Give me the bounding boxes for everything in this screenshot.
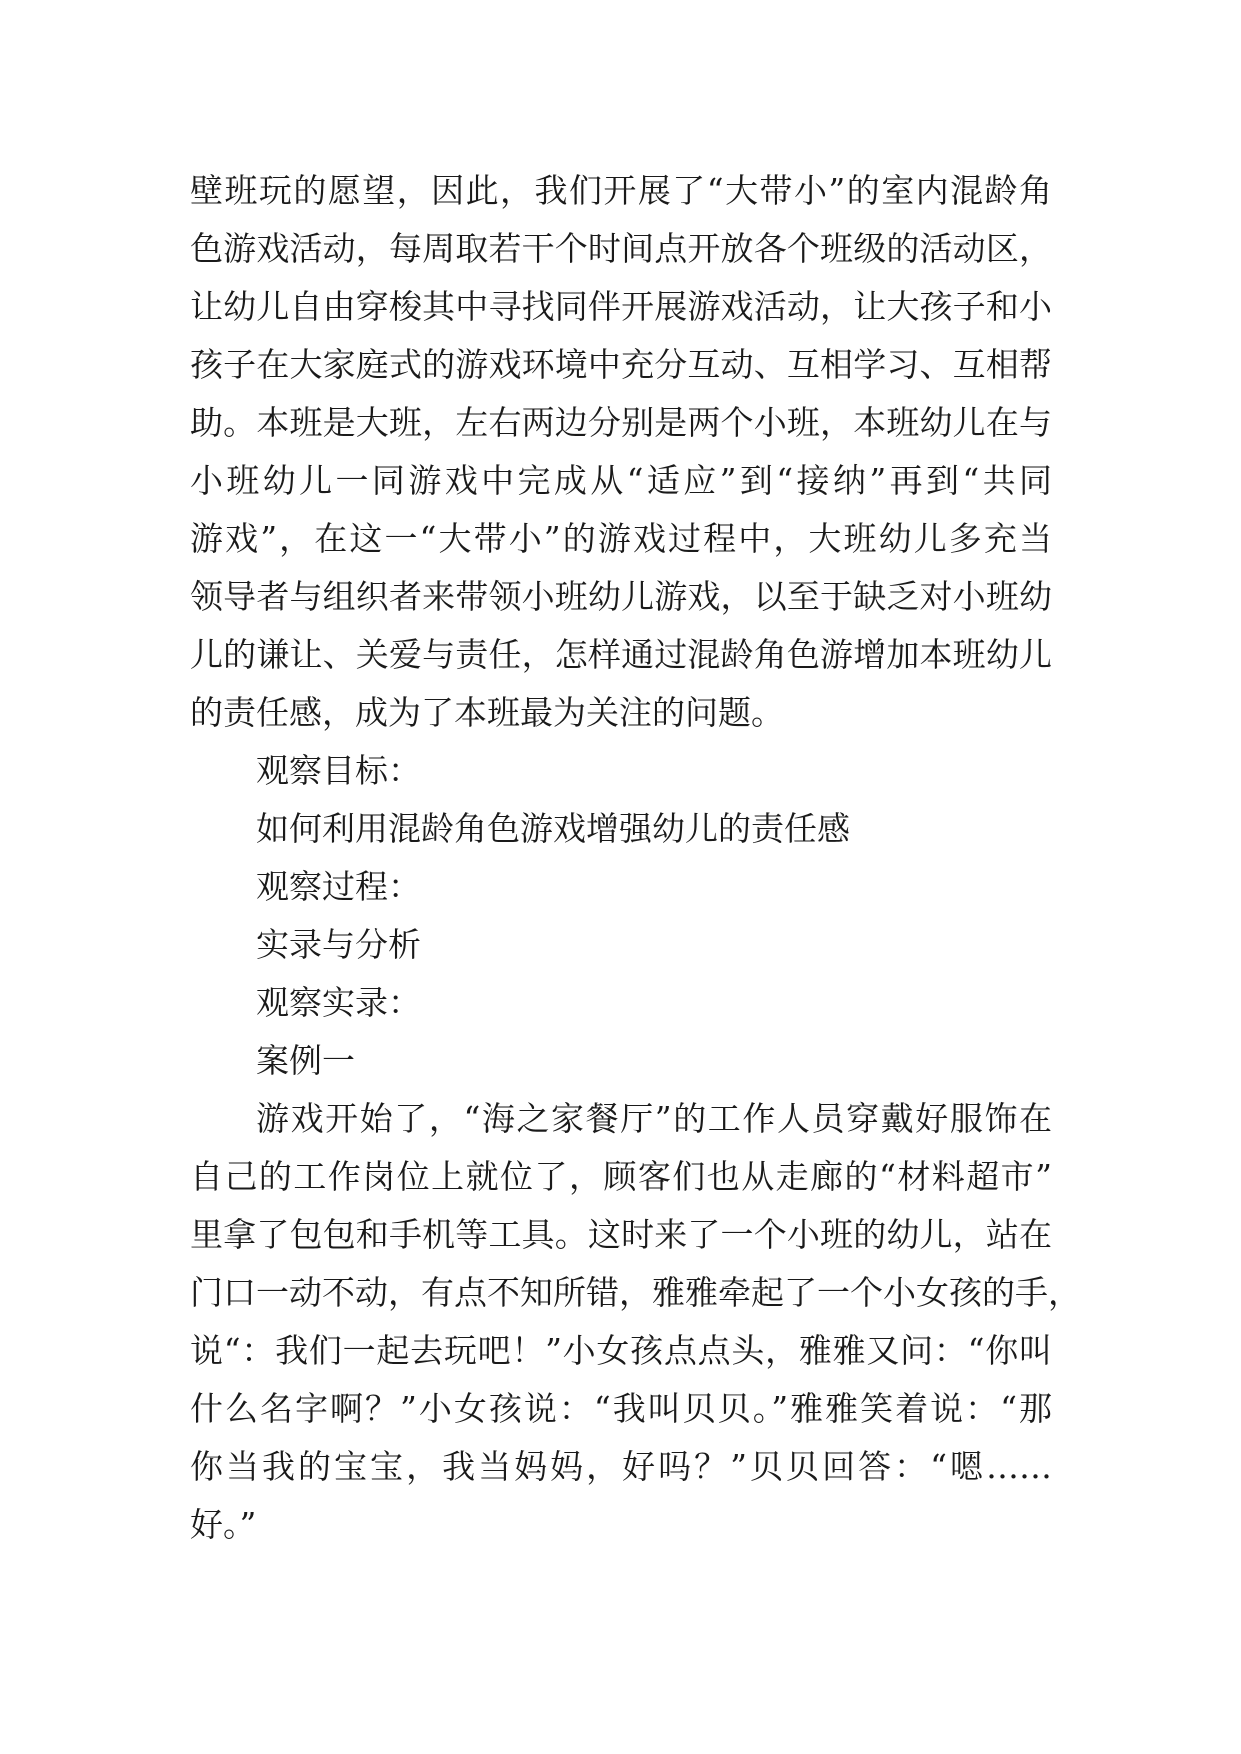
text-line: 孩子在大家庭式的游戏环境中充分互动、互相学习、互相帮 <box>190 345 1052 384</box>
text-line: 门口一动不动，有点不知所错，雅雅牵起了一个小女孩的手， <box>190 1273 1081 1312</box>
section-heading: 观察目标： <box>256 751 421 790</box>
document-body <box>190 162 1081 1554</box>
text-line: 让幼儿自由穿梭其中寻找同伴开展游戏活动，让大孩子和小 <box>190 287 1052 326</box>
text-line: 小班幼儿一同游戏中完成从“适应”到“接纳”再到“共同 <box>190 461 1052 500</box>
text-line: 自己的工作岗位上就位了，顾客们也从走廊的“材料超市” <box>190 1157 1052 1196</box>
text-line: 儿的谦让、关爱与责任，怎样通过混龄角色游增加本班幼儿 <box>190 635 1052 674</box>
text-line: 游戏”，在这一“大带小”的游戏过程中，大班幼儿多充当 <box>190 519 1052 558</box>
section-heading: 案例一 <box>256 1041 355 1080</box>
text-line: 色游戏活动，每周取若干个时间点开放各个班级的活动区， <box>190 229 1052 268</box>
text-line: 游戏开始了，“海之家餐厅”的工作人员穿戴好服饰在 <box>256 1099 1052 1138</box>
section-heading: 观察实录： <box>256 983 421 1022</box>
text-line: 助。本班是大班，左右两边分别是两个小班，本班幼儿在与 <box>190 403 1052 442</box>
text-line: 里拿了包包和手机等工具。这时来了一个小班的幼儿，站在 <box>190 1215 1052 1254</box>
text-line: 如何利用混龄角色游戏增强幼儿的责任感 <box>256 809 850 848</box>
text-line: 的责任感，成为了本班最为关注的问题。 <box>190 693 784 732</box>
section-heading: 实录与分析 <box>256 925 421 964</box>
text-line: 什么名字啊？”小女孩说：“我叫贝贝。”雅雅笑着说：“那 <box>190 1389 1052 1428</box>
text-line: 好。” <box>190 1505 257 1544</box>
text-line: 说“：我们一起去玩吧！”小女孩点点头，雅雅又问：“你叫 <box>190 1331 1052 1370</box>
text-line: 壁班玩的愿望，因此，我们开展了“大带小”的室内混龄角 <box>190 171 1052 210</box>
text-line: 你当我的宝宝，我当妈妈，好吗？”贝贝回答：“嗯…… <box>190 1447 1052 1486</box>
text-line: 领导者与组织者来带领小班幼儿游戏，以至于缺乏对小班幼 <box>190 577 1052 616</box>
section-heading: 观察过程： <box>256 867 421 906</box>
